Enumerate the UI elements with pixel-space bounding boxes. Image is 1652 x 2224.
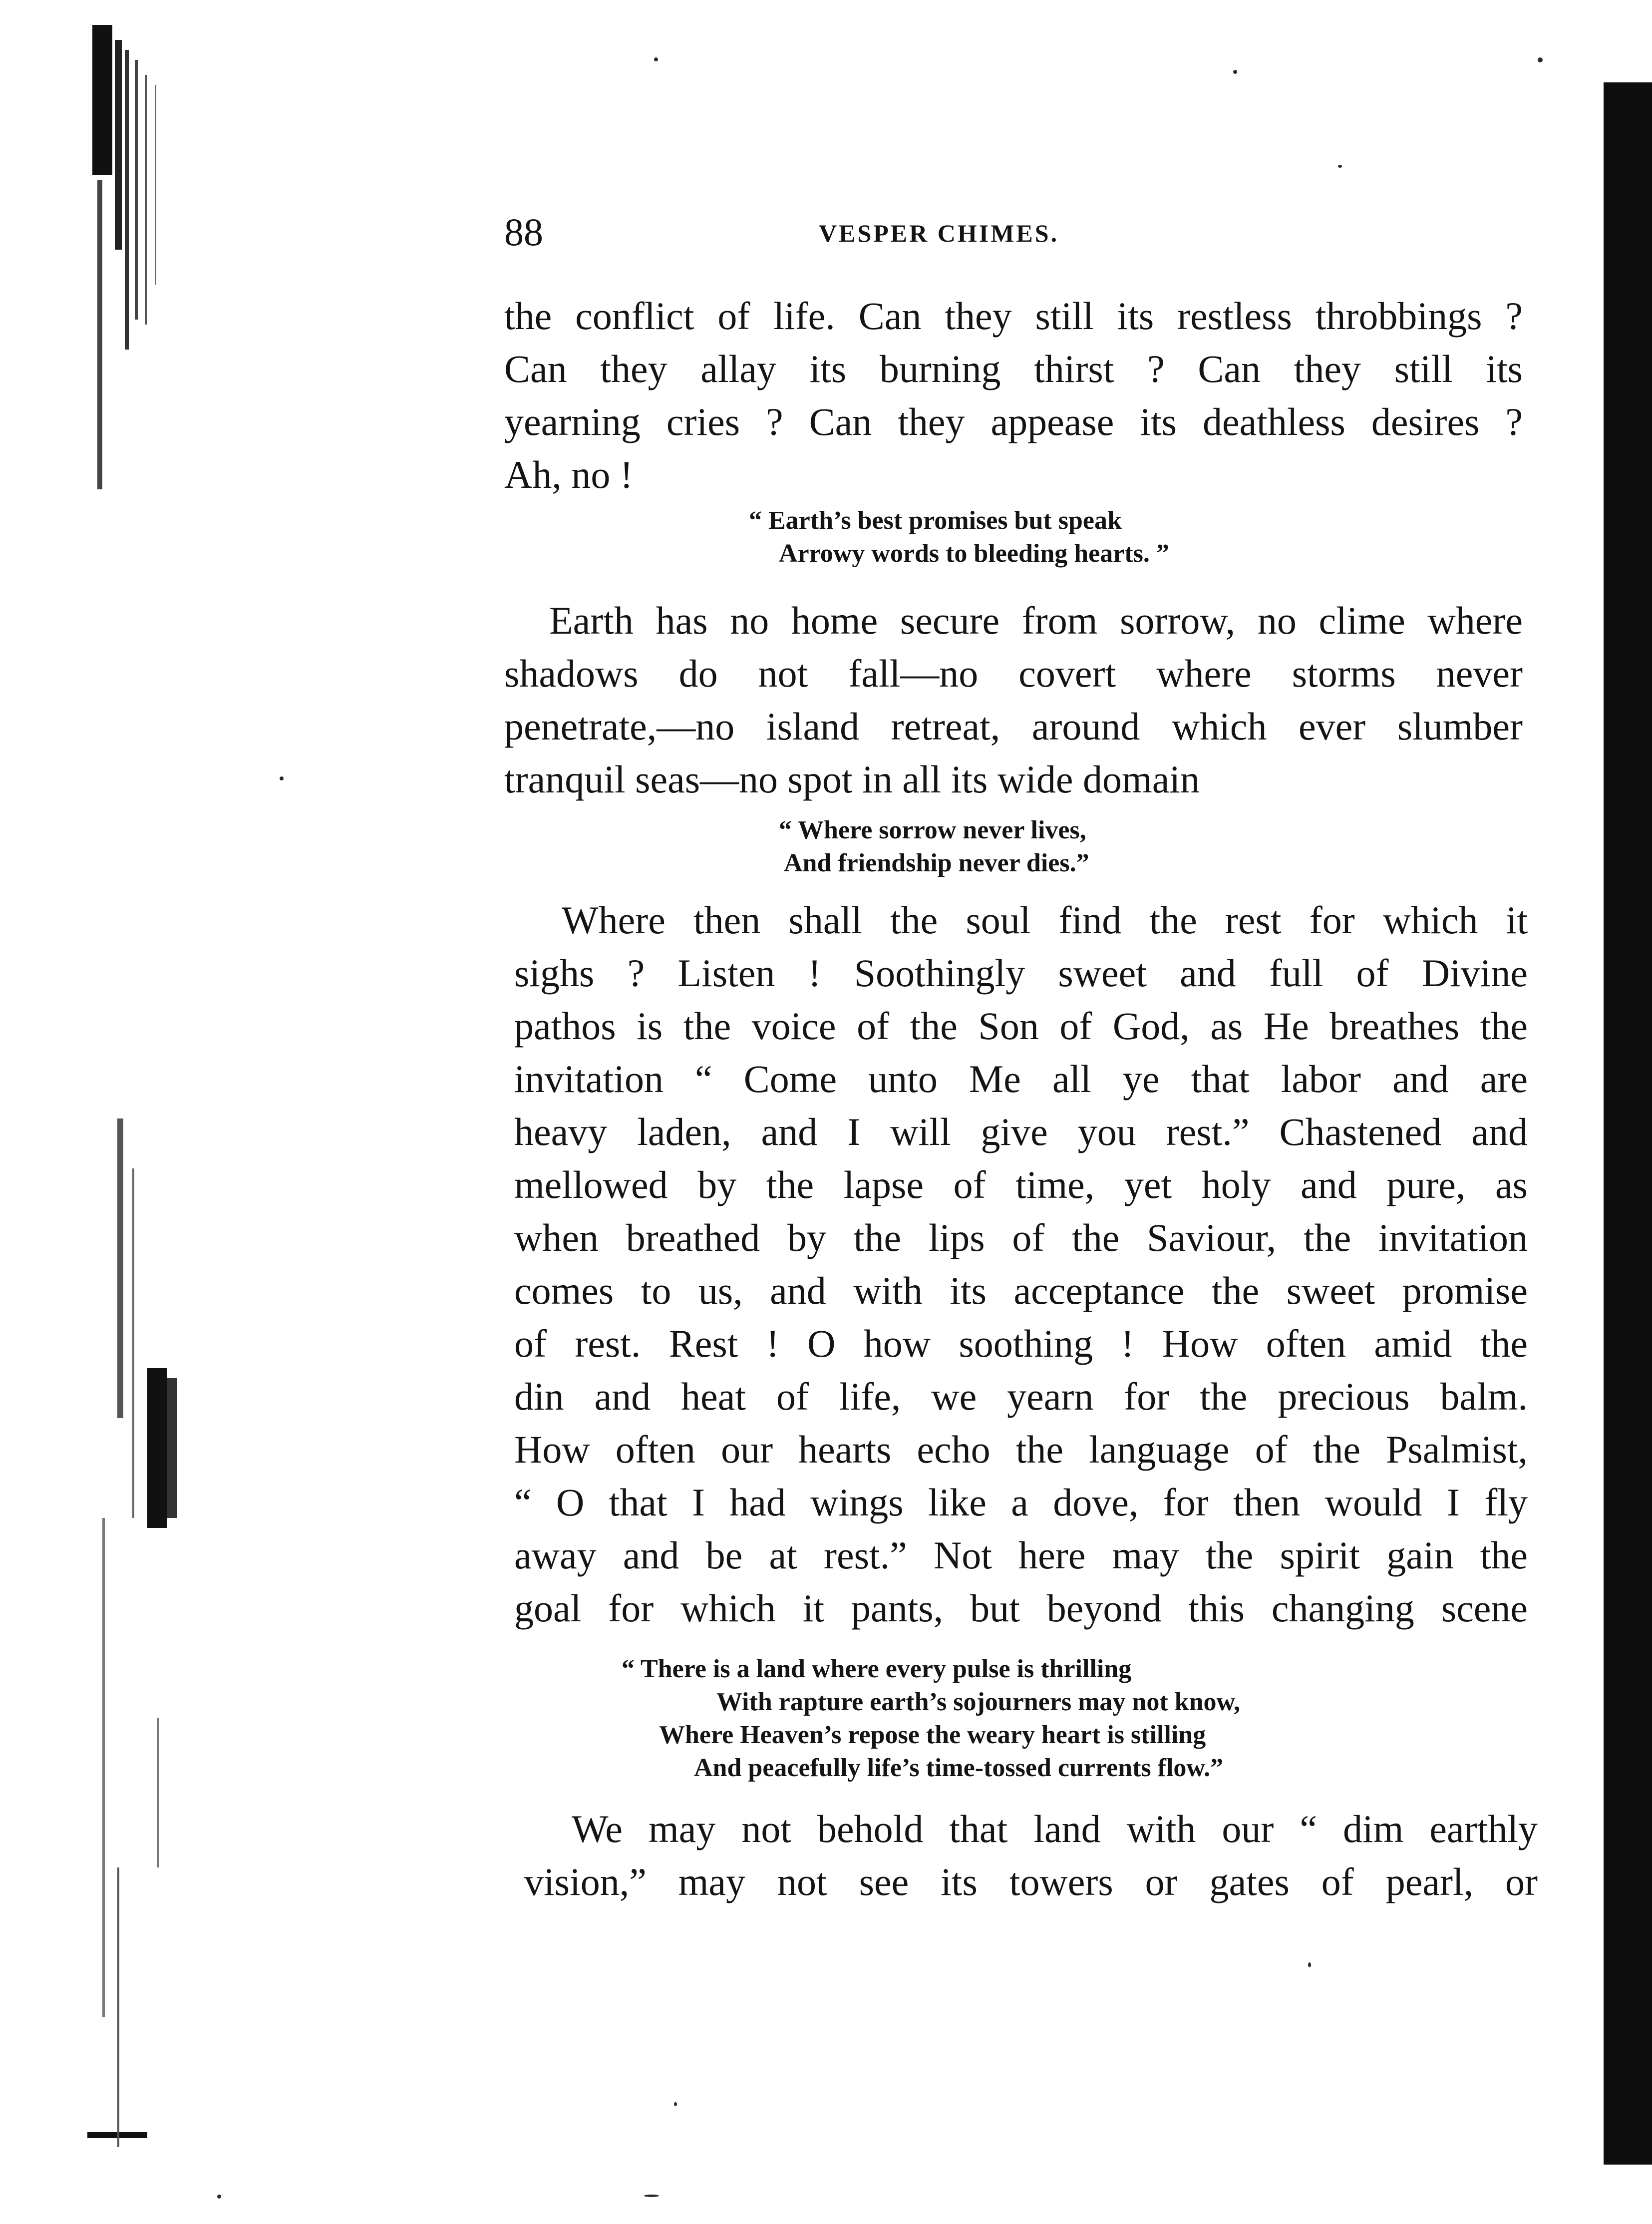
- text-line: pathos is the voice of the Son of God, as He breathes the: [514, 1004, 1528, 1048]
- page-number: 88: [504, 210, 543, 254]
- text-line: Earth has no home secure from sorrow, no clime where: [549, 599, 1523, 642]
- speck: [1538, 57, 1543, 62]
- verse-quote: [749, 504, 1169, 570]
- verse-line: “ There is a land where every pulse is thrilling: [622, 1655, 1132, 1683]
- text-line: Ah, no !: [504, 453, 633, 496]
- binding-shadow-right: [1604, 82, 1652, 2165]
- text-line: tranquil seas—no spot in all its wide domain: [504, 757, 1200, 801]
- text-line: How often our hearts echo the language of the Psalmist,: [514, 1428, 1528, 1471]
- text-line: penetrate,—no island retreat, around which ever slumber: [504, 705, 1523, 748]
- binding-shadow-left: [87, 20, 212, 2172]
- text-line: heavy laden, and I will give you rest.” Chastened and: [514, 1110, 1528, 1153]
- text-line: sighs ? Listen ! Soothingly sweet and full of Divine: [514, 951, 1528, 995]
- paragraph: [524, 1803, 1538, 1908]
- verse-line: Where Heaven’s repose the weary heart is stilling: [659, 1721, 1206, 1749]
- text-line: invitation “ Come unto Me all ye that labor and are: [514, 1057, 1528, 1101]
- speck: [1308, 1962, 1311, 1967]
- verse-quote: [622, 1653, 1240, 1785]
- paragraph: [504, 290, 1523, 501]
- verse-line: And friendship never dies.”: [784, 849, 1089, 877]
- verse-line: “ Where sorrow never lives,: [779, 816, 1086, 844]
- running-head: [504, 212, 1523, 252]
- speck: [644, 2195, 659, 2197]
- text-line: Where then shall the soul find the rest for which it: [562, 898, 1528, 942]
- verse-line: Arrowy words to bleeding hearts. ”: [779, 539, 1169, 568]
- text-line: Can they allay its burning thirst ? Can they still its: [504, 347, 1523, 390]
- speck: [654, 57, 658, 61]
- text-line: shadows do not fall—no covert where storms never: [504, 652, 1523, 695]
- paragraph: [504, 594, 1523, 806]
- speck: [1233, 70, 1237, 74]
- text-line: goal for which it pants, but beyond this changing scene: [514, 1586, 1528, 1630]
- speck: [1338, 165, 1342, 168]
- speck: [674, 2102, 677, 2106]
- text-line: din and heat of life, we yearn for the precious balm.: [514, 1375, 1528, 1418]
- text-line: mellowed by the lapse of time, yet holy and pure, as: [514, 1163, 1528, 1206]
- verse-line: “ Earth’s best promises but speak: [749, 506, 1122, 535]
- verse-quote: [779, 814, 1089, 880]
- text-line: comes to us, and with its acceptance the sweet promise: [514, 1269, 1528, 1312]
- text-line: away and be at rest.” Not here may the spirit gain the: [514, 1533, 1528, 1577]
- text-line: “ O that I had wings like a dove, for then would I fly: [514, 1481, 1528, 1524]
- verse-line: And peacefully life’s time-tossed currents flow.”: [694, 1754, 1224, 1782]
- text-line: We may not behold that land with our “ dim earthly: [572, 1807, 1538, 1851]
- text-line: of rest. Rest ! O how soothing ! How often amid the: [514, 1322, 1528, 1365]
- running-title: VESPER CHIMES.: [819, 219, 1059, 247]
- text-line: yearning cries ? Can they appease its deathless desires ?: [504, 400, 1523, 443]
- text-line: when breathed by the lips of the Saviour, the invitation: [514, 1216, 1528, 1259]
- speck: [217, 2195, 221, 2199]
- text-line: the conflict of life. Can they still its restless throbbings ?: [504, 294, 1523, 338]
- verse-line: With rapture earth’s sojourners may not know,: [716, 1688, 1241, 1716]
- paragraph: [514, 894, 1528, 1635]
- speck: [280, 776, 284, 780]
- text-line: vision,” may not see its towers or gates of pearl, or: [524, 1860, 1538, 1903]
